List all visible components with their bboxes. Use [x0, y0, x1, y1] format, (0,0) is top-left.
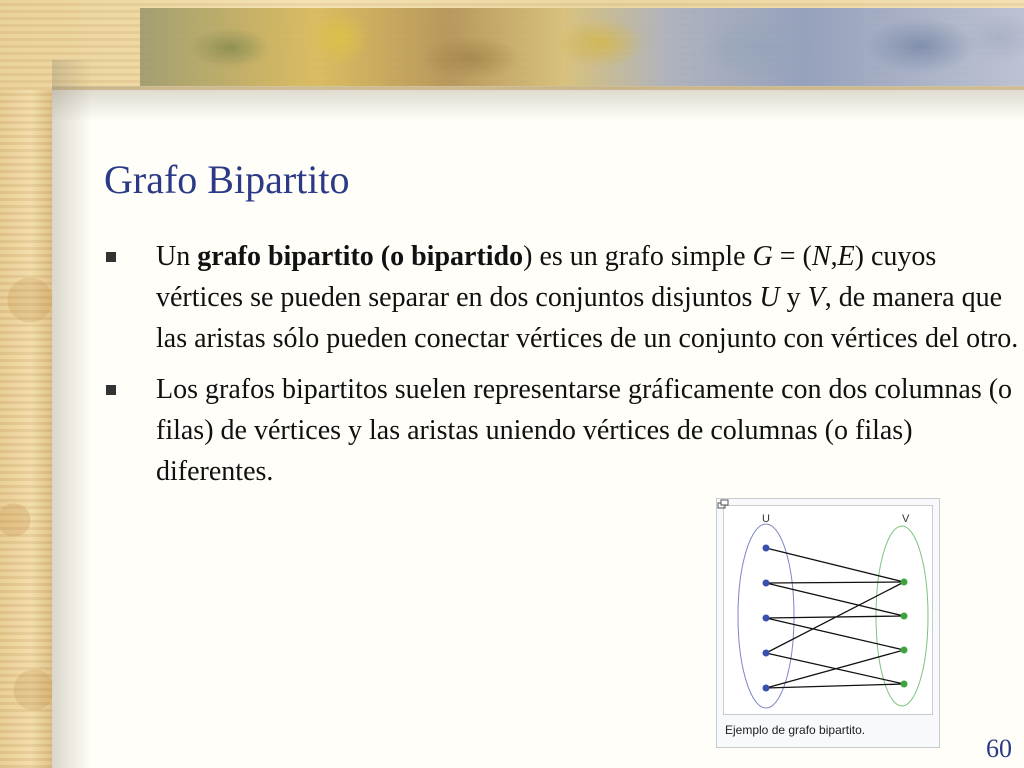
- bipartite-graph-figure: [716, 498, 940, 748]
- vertex-u: [763, 685, 770, 692]
- graph-edges: [766, 548, 904, 688]
- math-symbol: U: [759, 282, 780, 313]
- slide-title: Grafo Bipartito: [104, 157, 350, 202]
- text-segment: ) es un grafo simple: [523, 241, 753, 272]
- vertex-u: [763, 650, 770, 657]
- graph-edge: [766, 618, 904, 650]
- math-symbol: G: [752, 241, 773, 272]
- math-symbol: V: [807, 282, 825, 313]
- graph-edge: [766, 583, 904, 616]
- text-segment: = (: [772, 241, 812, 272]
- graph-edge: [766, 650, 904, 688]
- graph-edge: [766, 582, 904, 583]
- text-segment: ,: [830, 241, 838, 272]
- bullet-text: [156, 374, 1012, 487]
- vertex-u: [763, 580, 770, 587]
- vertex-v: [901, 579, 908, 586]
- bullet-item-definition: [100, 236, 1020, 359]
- set-v-label: V: [902, 513, 910, 525]
- math-symbol: E: [837, 241, 855, 272]
- vertex-v: [901, 613, 908, 620]
- square-bullet-icon: [106, 252, 116, 262]
- set-u-label: U: [762, 513, 770, 525]
- figure-image-frame: [723, 505, 933, 715]
- math-symbol: N: [811, 241, 831, 272]
- graph-edge: [766, 684, 904, 688]
- vertex-v: [901, 647, 908, 654]
- vertex-u: [763, 545, 770, 552]
- text-segment: y: [779, 282, 808, 313]
- page-shadow-top: [52, 86, 1024, 122]
- bullet-list: [100, 236, 1020, 502]
- bullet-item-representation: [100, 369, 1020, 492]
- bold-term: grafo bipartito (o bipartido: [197, 241, 524, 272]
- square-bullet-icon: [106, 385, 116, 395]
- parchment-left-strip: [0, 0, 52, 768]
- text-segment: Un: [156, 241, 198, 272]
- vertex-u: [763, 615, 770, 622]
- text-segment: ) cuyos vértices se pueden separar en dos conjuntos disjuntos: [156, 241, 937, 313]
- bipartite-graph-diagram: [724, 506, 932, 714]
- text-segment: , de manera que las aristas sólo pueden conectar vértices de un conjunto con vértices del otro.: [156, 282, 1019, 354]
- vertex-v: [901, 681, 908, 688]
- text-segment: Los grafos bipartitos suelen representarse gráficamente con dos columnas (o filas) de vértices y las aristas uniendo vértices de columnas (o filas) diferentes.: [156, 374, 1013, 487]
- bullet-text: [156, 241, 1018, 354]
- page-number: 60: [986, 734, 1012, 763]
- leaf-collage-banner: [140, 8, 1024, 86]
- enlarge-icon[interactable]: [717, 499, 729, 509]
- page-shadow-left: [52, 60, 92, 768]
- figure-caption: Ejemplo de grafo bipartito.: [725, 723, 866, 737]
